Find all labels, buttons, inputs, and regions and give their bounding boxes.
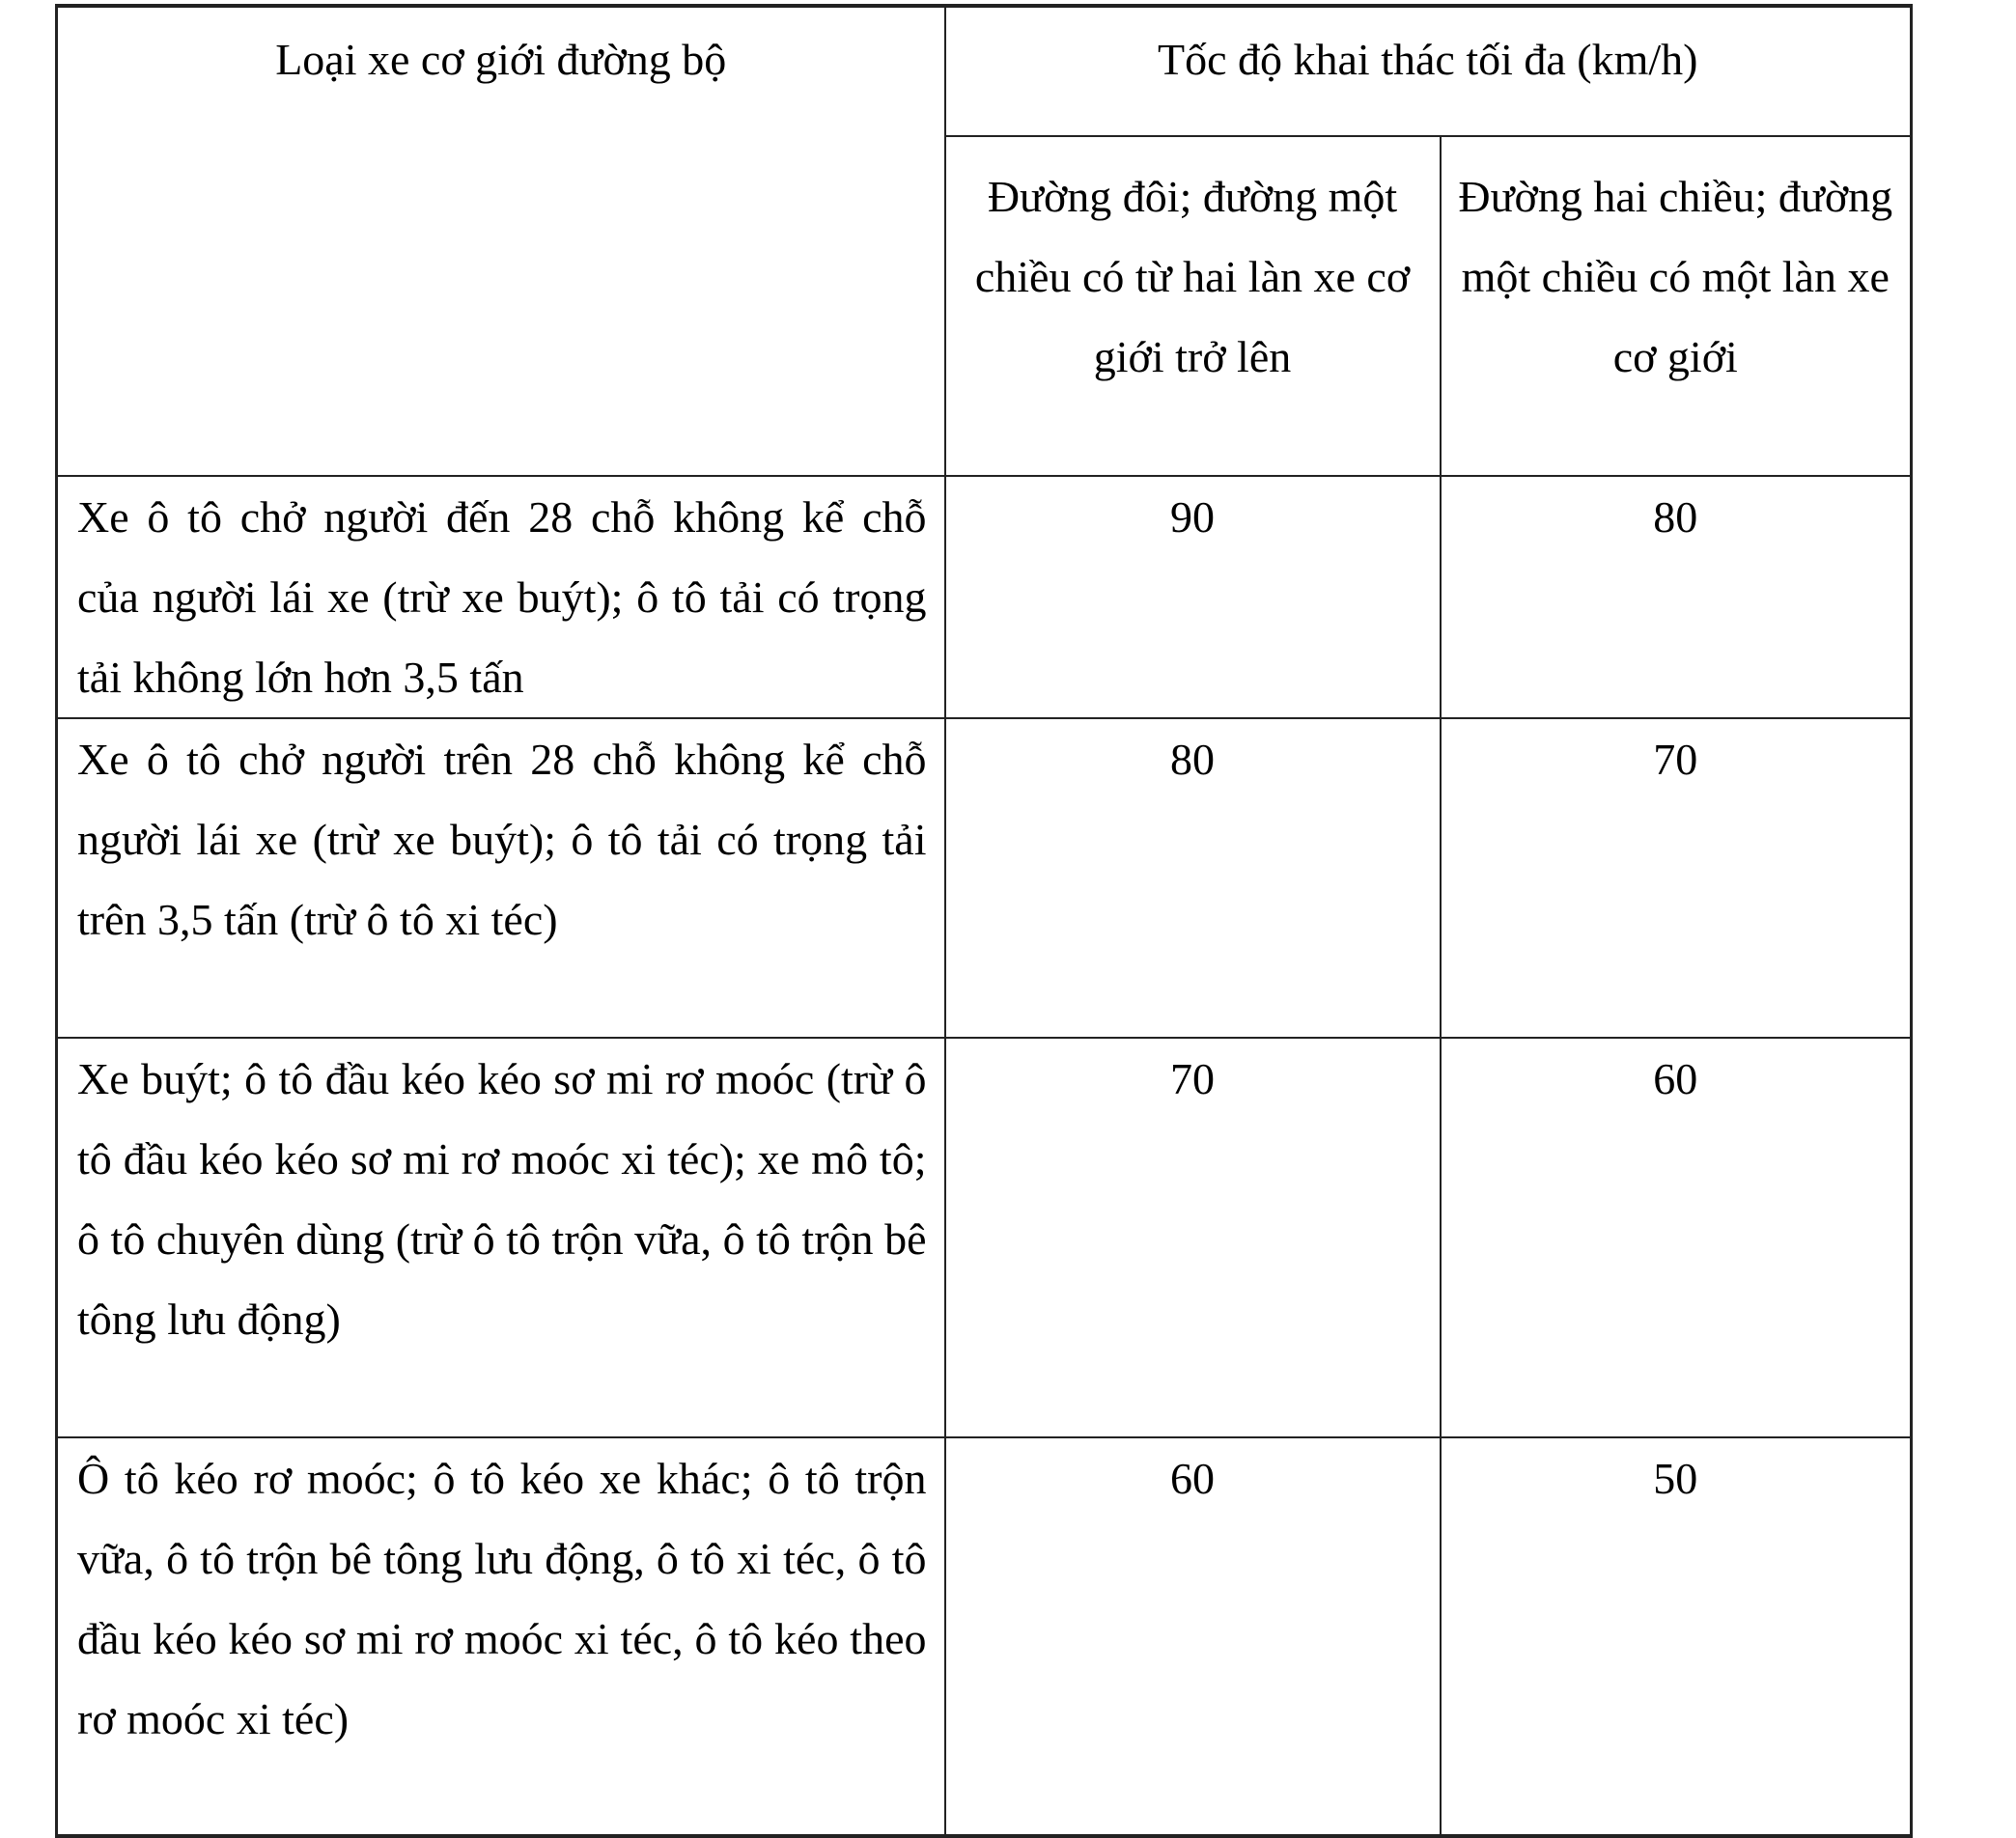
speed-two-way-cell: 70 — [1441, 718, 1912, 1038]
speed-divided-cell: 70 — [945, 1038, 1441, 1437]
vehicle-type-cell: Xe ô tô chở người đến 28 chỗ không kể chỗ của người lái xe (trừ xe buýt); ô tô tải có trọng tải không lớn hơn 3,5 tấn — [57, 476, 945, 718]
table-row — [57, 718, 1912, 1038]
speed-divided-cell: 80 — [945, 718, 1441, 1038]
header-max-speed: Tốc độ khai thác tối đa (km/h) — [945, 6, 1912, 136]
table-row — [57, 1038, 1912, 1437]
header-vehicle-type: Loại xe cơ giới đường bộ — [57, 6, 945, 476]
speed-divided-cell: 90 — [945, 476, 1441, 718]
vehicle-type-cell: Ô tô kéo rơ moóc; ô tô kéo xe khác; ô tô trộn vữa, ô tô trộn bê tông lưu động, ô tô xi téc, ô tô đầu kéo kéo sơ mi rơ moóc xi téc, ô tô kéo theo rơ moóc xi téc) — [57, 1437, 945, 1836]
speed-two-way-cell: 50 — [1441, 1437, 1912, 1836]
table-row — [57, 1437, 1912, 1836]
speed-divided-cell: 60 — [945, 1437, 1441, 1836]
header-row — [57, 6, 1912, 136]
header-two-way-road: Đường hai chiều; đường một chiều có một làn xe cơ giới — [1441, 136, 1912, 476]
header-divided-road: Đường đôi; đường một chiều có từ hai làn xe cơ giới trở lên — [945, 136, 1441, 476]
speed-two-way-cell: 60 — [1441, 1038, 1912, 1437]
speed-limit-table — [55, 4, 1913, 1838]
speed-two-way-cell: 80 — [1441, 476, 1912, 718]
table-row — [57, 476, 1912, 718]
vehicle-type-cell: Xe ô tô chở người trên 28 chỗ không kể chỗ người lái xe (trừ xe buýt); ô tô tải có trọng tải trên 3,5 tấn (trừ ô tô xi téc) — [57, 718, 945, 1038]
vehicle-type-cell: Xe buýt; ô tô đầu kéo kéo sơ mi rơ moóc (trừ ô tô đầu kéo kéo sơ mi rơ moóc xi téc); xe mô tô; ô tô chuyên dùng (trừ ô tô trộn vữa, ô tô trộn bê tông lưu động) — [57, 1038, 945, 1437]
